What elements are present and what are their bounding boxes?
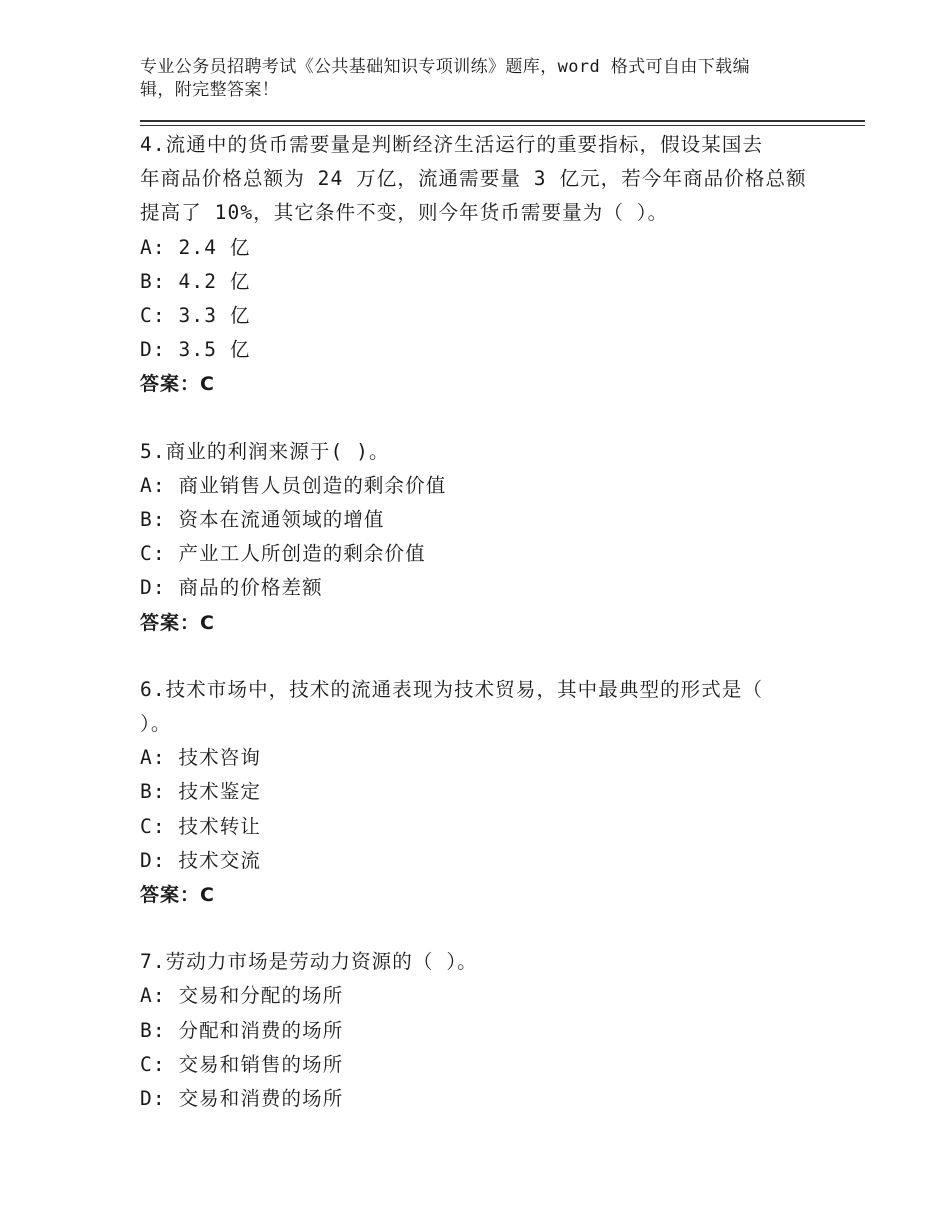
document-header xyxy=(140,56,800,102)
option-c: C: 3.3 亿 xyxy=(140,304,251,328)
question-gap xyxy=(140,912,820,945)
option-a: A: 技术咨询 xyxy=(140,746,261,770)
question-item xyxy=(140,435,820,640)
option-d: D: 技术交流 xyxy=(140,848,261,872)
question-item xyxy=(140,128,820,402)
option-d: D: 3.5 亿 xyxy=(140,338,251,362)
question-item xyxy=(140,945,820,1116)
header-divider-thick xyxy=(140,120,865,122)
question-stem-line: 提高了 10%，其它条件不变，则今年货币需要量为（ ）。 xyxy=(140,201,669,225)
option-c: C: 交易和销售的场所 xyxy=(140,1052,344,1076)
option-c: C: 产业工人所创造的剩余价值 xyxy=(140,542,426,566)
question-stem-line: ）。 xyxy=(140,712,172,736)
option-b: B: 技术鉴定 xyxy=(140,780,261,804)
answer-key: 答案：C xyxy=(140,884,215,907)
question-stem-line: 6.技术市场中，技术的流通表现为技术贸易，其中最典型的形式是（ xyxy=(140,677,764,701)
header-line-2: 辑，附完整答案！ xyxy=(140,80,280,100)
option-d: D: 交易和消费的场所 xyxy=(140,1087,344,1111)
option-b: B: 4.2 亿 xyxy=(140,269,251,293)
question-item xyxy=(140,673,820,912)
question-stem-line: 4.流通中的货币需要量是判断经济生活运行的重要指标，假设某国去 xyxy=(140,133,764,156)
header-divider-thin xyxy=(140,125,865,126)
question-gap xyxy=(140,402,820,435)
question-list xyxy=(140,128,820,1116)
question-stem-line: 5.商业的利润来源于( )。 xyxy=(140,439,390,463)
option-b: B: 分配和消费的场所 xyxy=(140,1018,344,1042)
answer-key: 答案：C xyxy=(140,611,215,634)
header-line-1: 专业公务员招聘考试《公共基础知识专项训练》题库，word 格式可自由下载编 xyxy=(140,57,750,77)
question-stem-line: 年商品价格总额为 24 万亿，流通需要量 3 亿元，若今年商品价格总额 xyxy=(140,167,807,191)
option-a: A: 商业销售人员创造的剩余价值 xyxy=(140,473,447,497)
option-d: D: 商品的价格差额 xyxy=(140,576,323,600)
option-c: C: 技术转让 xyxy=(140,814,261,838)
option-b: B: 资本在流通领域的增值 xyxy=(140,508,385,532)
answer-key: 答案：C xyxy=(140,373,215,396)
question-gap xyxy=(140,640,820,673)
option-a: A: 交易和分配的场所 xyxy=(140,984,344,1008)
question-stem-line: 7.劳动力市场是劳动力资源的（ ）。 xyxy=(140,950,478,974)
option-a: A: 2.4 亿 xyxy=(140,235,251,259)
